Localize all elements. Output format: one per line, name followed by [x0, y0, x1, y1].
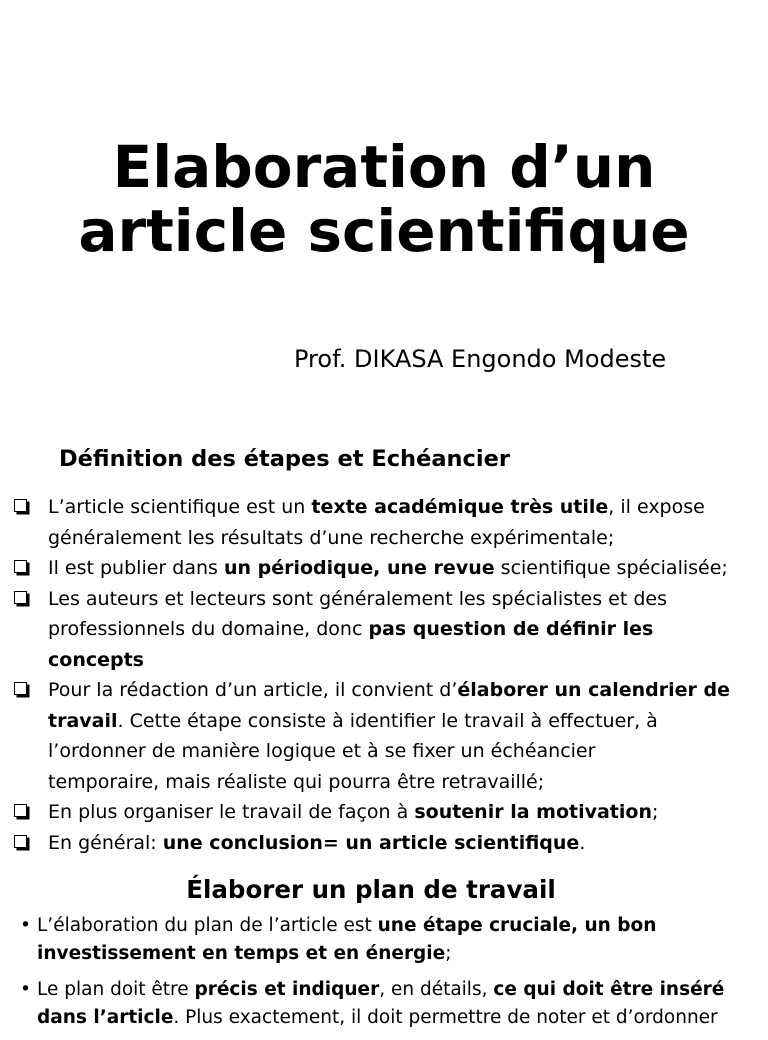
item-line [37, 976, 768, 1004]
item-line [48, 553, 768, 584]
bullet-list [0, 912, 768, 1040]
text-run: En plus organiser le travail de façon à [48, 801, 415, 823]
bold-text: ce qui doit être inséré [493, 979, 725, 1000]
slide-title [0, 135, 768, 263]
bold-text: texte académique très utile [311, 496, 609, 518]
item-line [48, 492, 768, 523]
item-line [48, 828, 768, 859]
item-line [48, 614, 768, 645]
list-item [0, 584, 768, 676]
item-line [48, 645, 768, 676]
bold-text: dans l’article [37, 1007, 174, 1028]
text-run: , il expose [608, 496, 705, 518]
text-run: L’élaboration du plan de l’article est [37, 915, 378, 936]
text-run: scientifique spécialisée; [494, 557, 728, 579]
text-run: ; [652, 801, 659, 823]
bold-text: pas question de définir les [368, 618, 654, 640]
text-run: . [579, 831, 586, 854]
checkbox-bullet-icon [14, 804, 27, 817]
list-item [0, 553, 768, 584]
bold-text: un périodique, une revue [223, 557, 495, 579]
list-item [0, 797, 768, 828]
checkbox-list [0, 492, 768, 858]
item-line: généralement les résultats d’une recherche expérimentale; [48, 526, 615, 549]
item-line: temporaire, mais réaliste qui pourra être retravaillé; [48, 770, 545, 793]
text-run: Pour la rédaction d’un article, il convient d’ [48, 679, 458, 701]
text-run: . Plus exactement, il doit permettre de noter et d’ordonner [173, 1007, 718, 1028]
bold-text: précis et indiquer [194, 979, 380, 1000]
text-run: L’article scientifique est un [48, 496, 312, 518]
bullet-icon: • [20, 979, 31, 1000]
text-run: ; [445, 943, 452, 964]
checkbox-bullet-icon [14, 560, 27, 573]
text-run: Il est publier dans [48, 557, 224, 579]
bold-text: travail [48, 709, 118, 732]
bold-text: une étape cruciale, un bon [377, 915, 657, 936]
list-item [0, 492, 768, 553]
item-line [48, 706, 768, 737]
list-item [0, 912, 768, 968]
bold-text: investissement en temps et en énergie [37, 943, 446, 964]
section-heading-plan: Élaborer un plan de travail [186, 875, 556, 904]
section-heading-etapes: Définition des étapes et Echéancier [59, 446, 510, 472]
item-line [48, 675, 768, 706]
text-run: , en détails, [379, 979, 494, 1000]
item-line [37, 912, 768, 940]
bold-text: concepts [48, 648, 144, 671]
list-item [0, 828, 768, 859]
checkbox-bullet-icon [14, 499, 27, 512]
bold-text: élaborer un calendrier de [457, 679, 731, 701]
bold-text: une conclusion= un article scientifique [162, 831, 580, 854]
checkbox-bullet-icon [14, 835, 27, 848]
text-run: . Cette étape consiste à identifier le travail à effectuer, à [117, 709, 658, 732]
item-line [37, 1004, 768, 1032]
text-run: professionnels du domaine, donc [48, 618, 369, 640]
list-item [0, 675, 768, 797]
bold-text: soutenir la motivation [414, 801, 652, 823]
title-line-2: article scientifique [78, 197, 690, 265]
item-line: l’ordonner de manière logique et à se fixer un échéancier [48, 740, 596, 762]
title-line-1: Elaboration d’un [112, 133, 656, 201]
item-line [48, 797, 768, 828]
text-run: Le plan doit être [37, 979, 195, 1000]
item-line: Les auteurs et lecteurs sont généralement les spécialistes et des [48, 587, 667, 610]
text-run: En général: [48, 831, 163, 854]
bullet-icon: • [20, 915, 31, 936]
checkbox-bullet-icon [14, 682, 27, 695]
checkbox-bullet-icon [14, 591, 27, 604]
author-name: Prof. DIKASA Engondo Modeste [294, 345, 667, 373]
item-line [37, 940, 768, 968]
